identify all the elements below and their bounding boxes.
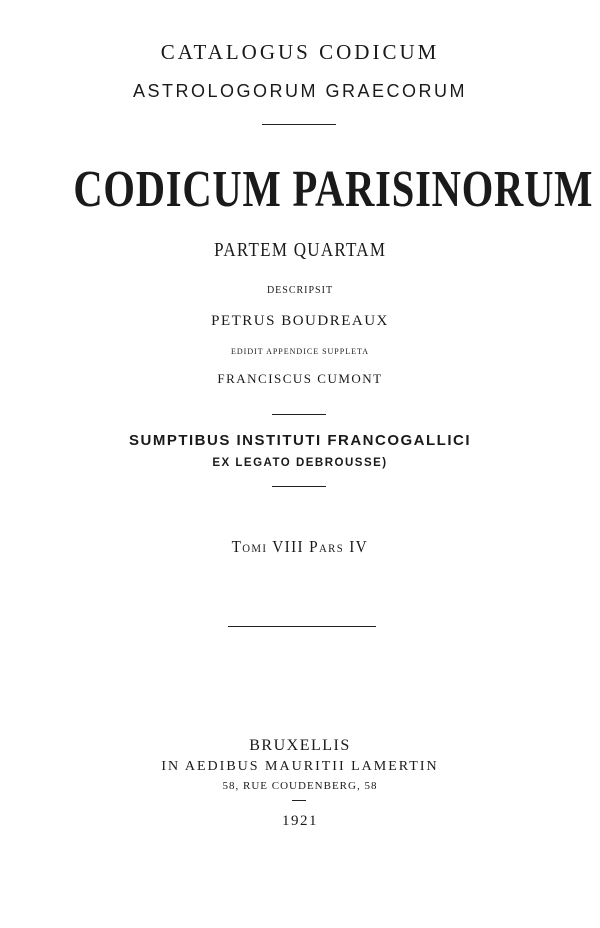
- main-title-container: [0, 161, 600, 218]
- imprint-year: 1921: [282, 813, 318, 829]
- imprint-publisher: IN AEDIBUS MAURITII LAMERTIN: [161, 759, 439, 774]
- series-title-line2: ASTROLOGORUM GRAECORUM: [132, 81, 468, 101]
- part-label: PARTEM QUARTAM: [213, 239, 387, 261]
- divider-rule: [262, 124, 336, 125]
- divider-rule: [272, 414, 326, 415]
- part-container: [0, 240, 600, 260]
- sponsor-line2: EX LEGATO DEBROUSSE): [212, 457, 388, 469]
- series-title-line1: CATALOGUS CODICUM: [160, 40, 440, 64]
- divider-rule: [272, 486, 326, 487]
- imprint-city: BRUXELLIS: [249, 737, 351, 754]
- describer-name: PETRUS BOUDREAUX: [211, 313, 389, 329]
- imprint-address: 58, RUE COUDENBERG, 58: [222, 780, 378, 792]
- volume-label: Tomi VIII Pars IV: [231, 537, 369, 556]
- editor-name: FRANCISCUS CUMONT: [217, 371, 383, 386]
- sponsor-line1: SUMPTIBUS INSTITUTI FRANCOGALLICI: [129, 432, 471, 449]
- main-title: CODICUM PARISINORUM: [73, 161, 594, 218]
- editor-label: EDIDIT APPENDICE SUPPLETA: [231, 347, 369, 356]
- volume-container: [0, 538, 600, 555]
- describer-label: DESCRIPSIT: [266, 285, 334, 296]
- divider-rule: [292, 800, 306, 801]
- divider-rule: [228, 626, 376, 627]
